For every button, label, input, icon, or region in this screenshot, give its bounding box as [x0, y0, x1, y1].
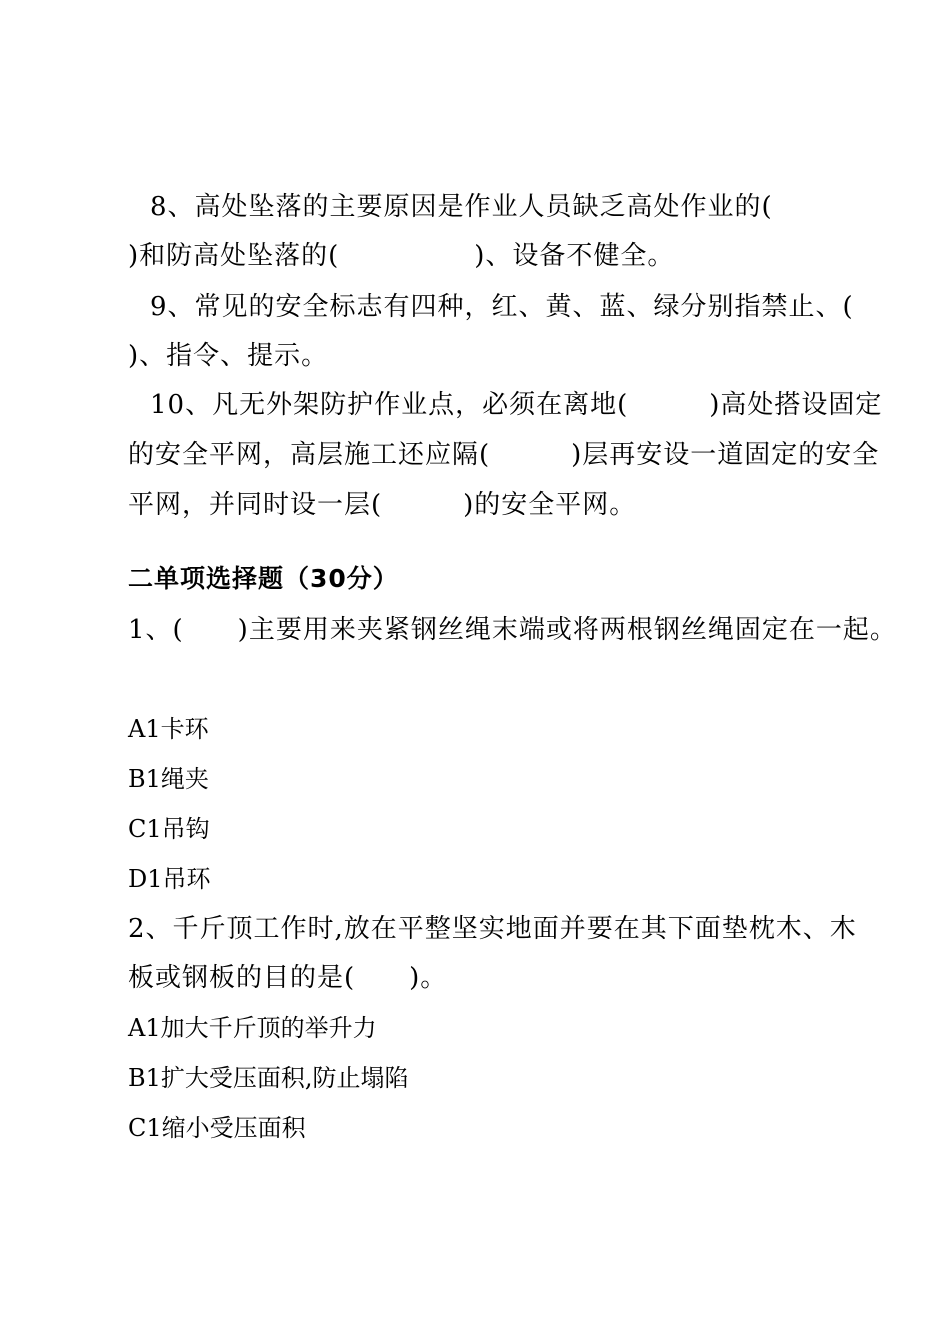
- q8-line-2: )和防高处坠落的( )、设备不健全。: [128, 241, 675, 271]
- q10-line-3: 平网，并同时设一层( )的安全平网。: [128, 490, 637, 520]
- choice-q2-option-c: C1缩小受压面积: [128, 1114, 306, 1142]
- q8-line-1: 8、高处坠落的主要原因是作业人员缺乏高处作业的(: [150, 192, 773, 222]
- choice-q2-stem-line-1: 2、千斤顶工作时,放在平整坚实地面并要在其下面垫枕木、木: [128, 914, 857, 944]
- choice-q2-stem-line-2: 板或钢板的目的是( )。: [128, 963, 448, 993]
- choice-q1-option-a: A1卡环: [128, 715, 209, 743]
- choice-q1-option-b: B1绳夹: [128, 765, 209, 793]
- choice-q1-option-d: D1吊环: [128, 865, 211, 893]
- q10-line-1: 10、凡无外架防护作业点，必须在离地( )高处搭设固定: [150, 390, 883, 420]
- choice-q2-option-b: B1扩大受压面积,防止塌陷: [128, 1064, 409, 1092]
- choice-q1-option-c: C1吊钩: [128, 815, 210, 843]
- q9-line-1: 9、常见的安全标志有四种，红、黄、蓝、绿分别指禁止、(: [150, 292, 854, 322]
- choice-q2-option-a: A1加大千斤顶的举升力: [128, 1014, 377, 1042]
- section-heading-single-choice: 二单项选择题（30分）: [128, 564, 399, 593]
- q9-line-2: )、指令、提示。: [128, 341, 329, 371]
- q10-line-2: 的安全平网，高层施工还应隔( )层再安设一道固定的安全: [128, 440, 880, 470]
- choice-q1-stem: 1、( )主要用来夹紧钢丝绳末端或将两根钢丝绳固定在一起。: [128, 615, 897, 645]
